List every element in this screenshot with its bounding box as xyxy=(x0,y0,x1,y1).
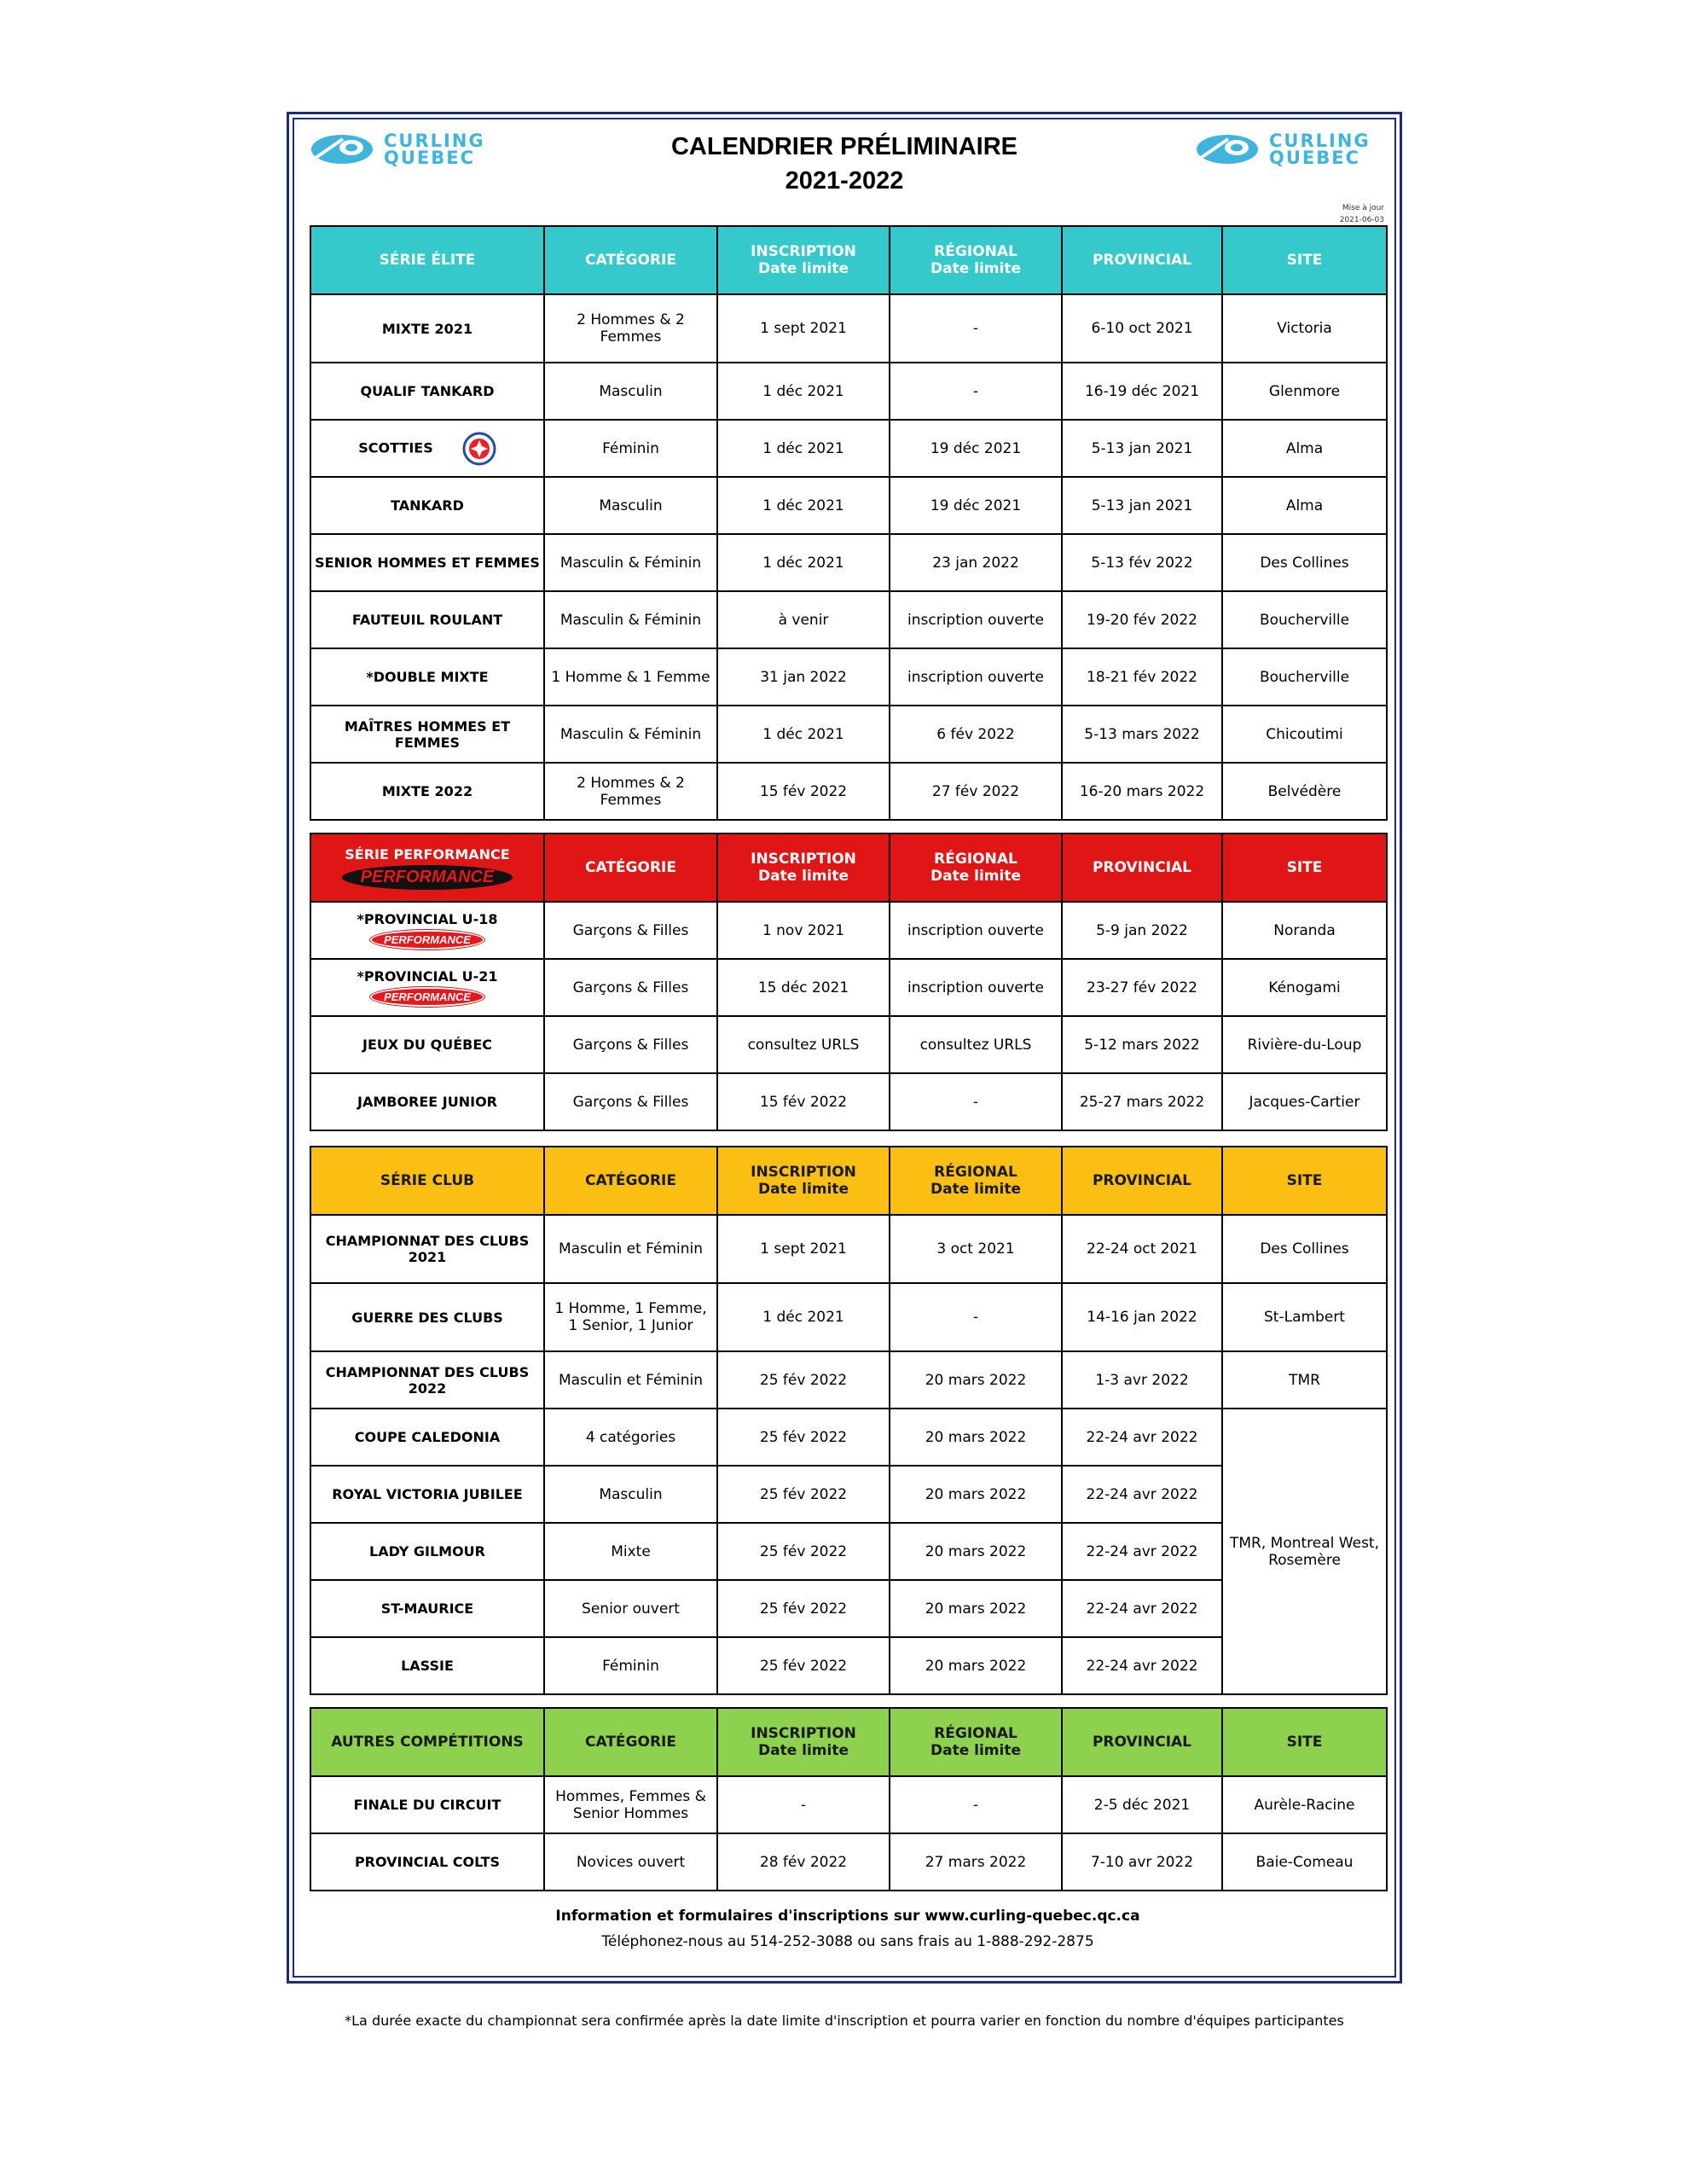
categorie-cell: 2 Hommes & 2 Femmes xyxy=(544,763,717,820)
inscription-cell: 25 fév 2022 xyxy=(717,1580,890,1637)
site-cell: Des Collines xyxy=(1222,1215,1387,1283)
col-categorie: CATÉGORIE xyxy=(544,226,717,294)
page-title: CALENDRIER PRÉLIMINAIRE xyxy=(670,133,1017,160)
provincial-cell: 16-20 mars 2022 xyxy=(1062,763,1222,820)
regional-cell: 19 déc 2021 xyxy=(890,477,1062,534)
regional-cell: 20 mars 2022 xyxy=(890,1580,1062,1637)
site-cell: Des Collines xyxy=(1222,534,1387,591)
col-inscription: INSCRIPTION Date limite xyxy=(717,1147,890,1215)
performance-table xyxy=(310,833,1388,1131)
curling-quebec-logo-right xyxy=(1194,131,1371,168)
event-name: CHAMPIONNAT DES CLUBS 2022 xyxy=(310,1351,544,1409)
regional-cell: 20 mars 2022 xyxy=(890,1351,1062,1409)
logo-text: CURLING QUEBEC xyxy=(384,131,485,168)
event-name: JEUX DU QUÉBEC xyxy=(310,1016,544,1073)
regional-cell: 20 mars 2022 xyxy=(890,1409,1062,1466)
col-regional: RÉGIONAL Date limite xyxy=(890,1147,1062,1215)
event-name: FINALE DU CIRCUIT xyxy=(310,1776,544,1833)
regional-cell: inscription ouverte xyxy=(890,959,1062,1016)
inscription-cell: 15 fév 2022 xyxy=(717,1073,890,1130)
table-row xyxy=(310,420,1387,477)
inscription-cell: 25 fév 2022 xyxy=(717,1351,890,1409)
regional-cell: 6 fév 2022 xyxy=(890,706,1062,763)
regional-cell: inscription ouverte xyxy=(890,591,1062,648)
provincial-cell: 5-13 mars 2022 xyxy=(1062,706,1222,763)
site-cell: Boucherville xyxy=(1222,648,1387,706)
performance-logo: PERFORMANCE xyxy=(342,865,513,890)
inscription-cell: consultez URLS xyxy=(717,1016,890,1073)
autres-header: AUTRES COMPÉTITIONS xyxy=(310,1708,544,1776)
categorie-cell: Garçons & Filles xyxy=(544,959,717,1016)
event-name: *PROVINCIAL U-18 PERFORMANCE xyxy=(310,902,544,959)
event-name: FAUTEUIL ROULANT xyxy=(310,591,544,648)
provincial-cell: 23-27 fév 2022 xyxy=(1062,959,1222,1016)
event-name: GUERRE DES CLUBS xyxy=(310,1283,544,1351)
categorie-cell: Masculin & Féminin xyxy=(544,706,717,763)
table-row xyxy=(310,1351,1387,1409)
col-provincial: PROVINCIAL xyxy=(1062,834,1222,902)
inscription-cell: 28 fév 2022 xyxy=(717,1833,890,1891)
performance-badge: PERFORMANCE xyxy=(370,987,484,1007)
table-row xyxy=(310,763,1387,820)
col-provincial: PROVINCIAL xyxy=(1062,226,1222,294)
site-cell: Chicoutimi xyxy=(1222,706,1387,763)
table-row xyxy=(310,294,1387,363)
table-row xyxy=(310,1283,1387,1351)
performance-header: SÉRIE PERFORMANCE PERFORMANCE xyxy=(310,834,544,902)
categorie-cell: Novices ouvert xyxy=(544,1833,717,1891)
site-cell: Glenmore xyxy=(1222,363,1387,420)
event-name: PROVINCIAL COLTS xyxy=(310,1833,544,1891)
col-provincial: PROVINCIAL xyxy=(1062,1147,1222,1215)
categorie-cell: Masculin xyxy=(544,477,717,534)
col-categorie: CATÉGORIE xyxy=(544,834,717,902)
site-cell: TMR xyxy=(1222,1351,1387,1409)
regional-cell: 23 jan 2022 xyxy=(890,534,1062,591)
scotties-logo-icon xyxy=(462,432,496,466)
inscription-cell: 1 déc 2021 xyxy=(717,706,890,763)
page-subtitle: 2021-2022 xyxy=(785,167,904,195)
inscription-cell: 1 déc 2021 xyxy=(717,477,890,534)
inscription-cell: 1 déc 2021 xyxy=(717,420,890,477)
col-regional: RÉGIONAL Date limite xyxy=(890,834,1062,902)
provincial-cell: 6-10 oct 2021 xyxy=(1062,294,1222,363)
col-inscription: INSCRIPTION Date limite xyxy=(717,1708,890,1776)
site-cell: Victoria xyxy=(1222,294,1387,363)
curling-quebec-logo-left xyxy=(309,131,485,168)
inscription-cell: 15 fév 2022 xyxy=(717,763,890,820)
provincial-cell: 5-13 fév 2022 xyxy=(1062,534,1222,591)
event-name: ST-MAURICE xyxy=(310,1580,544,1637)
event-name: CHAMPIONNAT DES CLUBS 2021 xyxy=(310,1215,544,1283)
regional-cell: 19 déc 2021 xyxy=(890,420,1062,477)
elite-header: SÉRIE ÉLITE xyxy=(310,226,544,294)
regional-cell: 27 mars 2022 xyxy=(890,1833,1062,1891)
categorie-cell: Senior ouvert xyxy=(544,1580,717,1637)
autres-table xyxy=(310,1707,1388,1891)
regional-cell: inscription ouverte xyxy=(890,648,1062,706)
categorie-cell: Masculin xyxy=(544,363,717,420)
autres-header-row xyxy=(310,1708,1387,1776)
categorie-cell: Féminin xyxy=(544,420,717,477)
footer-phone: Téléphonez-nous au 514-252-3088 ou sans frais au 1-888-292-2875 xyxy=(601,1933,1094,1950)
provincial-cell: 5-12 mars 2022 xyxy=(1062,1016,1222,1073)
inscription-cell: 25 fév 2022 xyxy=(717,1523,890,1580)
col-site: SITE xyxy=(1222,1708,1387,1776)
provincial-cell: 5-9 jan 2022 xyxy=(1062,902,1222,959)
inscription-cell: 1 déc 2021 xyxy=(717,1283,890,1351)
provincial-cell: 7-10 avr 2022 xyxy=(1062,1833,1222,1891)
provincial-cell: 19-20 fév 2022 xyxy=(1062,591,1222,648)
categorie-cell: 2 Hommes & 2 Femmes xyxy=(544,294,717,363)
table-row xyxy=(310,1073,1387,1130)
site-cell: Kénogami xyxy=(1222,959,1387,1016)
merged-site-cell: TMR, Montreal West, Rosemère xyxy=(1222,1409,1387,1694)
club-table xyxy=(310,1146,1388,1695)
categorie-cell: Masculin & Féminin xyxy=(544,534,717,591)
table-row xyxy=(310,648,1387,706)
provincial-cell: 5-13 jan 2021 xyxy=(1062,420,1222,477)
regional-cell: consultez URLS xyxy=(890,1016,1062,1073)
table-row xyxy=(310,706,1387,763)
curling-stone-icon xyxy=(309,132,375,166)
provincial-cell: 18-21 fév 2022 xyxy=(1062,648,1222,706)
categorie-cell: Masculin et Féminin xyxy=(544,1351,717,1409)
col-inscription: INSCRIPTION Date limite xyxy=(717,226,890,294)
inscription-cell: - xyxy=(717,1776,890,1833)
categorie-cell: 1 Homme, 1 Femme, 1 Senior, 1 Junior xyxy=(544,1283,717,1351)
regional-cell: 20 mars 2022 xyxy=(890,1637,1062,1694)
provincial-cell: 22-24 avr 2022 xyxy=(1062,1637,1222,1694)
regional-cell: 20 mars 2022 xyxy=(890,1466,1062,1523)
site-cell: Alma xyxy=(1222,477,1387,534)
table-row xyxy=(310,902,1387,959)
table-row xyxy=(310,1016,1387,1073)
table-row xyxy=(310,534,1387,591)
site-cell: Aurèle-Racine xyxy=(1222,1776,1387,1833)
categorie-cell: Masculin xyxy=(544,1466,717,1523)
event-name: SENIOR HOMMES ET FEMMES xyxy=(310,534,544,591)
footer-website: Information et formulaires d'inscriptions sur www.curling-quebec.qc.ca xyxy=(555,1908,1140,1925)
table-row xyxy=(310,959,1387,1016)
regional-cell: inscription ouverte xyxy=(890,902,1062,959)
inscription-cell: 15 déc 2021 xyxy=(717,959,890,1016)
provincial-cell: 22-24 avr 2022 xyxy=(1062,1409,1222,1466)
event-name: ROYAL VICTORIA JUBILEE xyxy=(310,1466,544,1523)
event-name: SCOTTIES xyxy=(310,420,544,477)
club-header: SÉRIE CLUB xyxy=(310,1147,544,1215)
categorie-cell: Garçons & Filles xyxy=(544,1073,717,1130)
provincial-cell: 22-24 avr 2022 xyxy=(1062,1580,1222,1637)
provincial-cell: 5-13 jan 2021 xyxy=(1062,477,1222,534)
event-name: QUALIF TANKARD xyxy=(310,363,544,420)
provincial-cell: 22-24 oct 2021 xyxy=(1062,1215,1222,1283)
regional-cell: - xyxy=(890,1283,1062,1351)
categorie-cell: 1 Homme & 1 Femme xyxy=(544,648,717,706)
site-cell: Noranda xyxy=(1222,902,1387,959)
event-name: MIXTE 2022 xyxy=(310,763,544,820)
col-provincial: PROVINCIAL xyxy=(1062,1708,1222,1776)
categorie-cell: Mixte xyxy=(544,1523,717,1580)
inscription-cell: 1 sept 2021 xyxy=(717,294,890,363)
inscription-cell: 25 fév 2022 xyxy=(717,1637,890,1694)
provincial-cell: 22-24 avr 2022 xyxy=(1062,1466,1222,1523)
event-name: LADY GILMOUR xyxy=(310,1523,544,1580)
event-name: COUPE CALEDONIA xyxy=(310,1409,544,1466)
site-cell: Belvédère xyxy=(1222,763,1387,820)
regional-cell: - xyxy=(890,294,1062,363)
categorie-cell: Garçons & Filles xyxy=(544,1016,717,1073)
categorie-cell: Hommes, Femmes & Senior Hommes xyxy=(544,1776,717,1833)
event-name: LASSIE xyxy=(310,1637,544,1694)
col-categorie: CATÉGORIE xyxy=(544,1147,717,1215)
provincial-cell: 2-5 déc 2021 xyxy=(1062,1776,1222,1833)
inscription-cell: 1 déc 2021 xyxy=(717,363,890,420)
elite-header-row xyxy=(310,226,1387,294)
logo-text: CURLING QUEBEC xyxy=(1269,131,1371,168)
inscription-cell: 1 nov 2021 xyxy=(717,902,890,959)
provincial-cell: 16-19 déc 2021 xyxy=(1062,363,1222,420)
table-row xyxy=(310,1776,1387,1833)
categorie-cell: Garçons & Filles xyxy=(544,902,717,959)
regional-cell: 27 fév 2022 xyxy=(890,763,1062,820)
site-cell: Rivière-du-Loup xyxy=(1222,1016,1387,1073)
categorie-cell: Masculin & Féminin xyxy=(544,591,717,648)
site-cell: Alma xyxy=(1222,420,1387,477)
categorie-cell: 4 catégories xyxy=(544,1409,717,1466)
event-name: MIXTE 2021 xyxy=(310,294,544,363)
regional-cell: 20 mars 2022 xyxy=(890,1523,1062,1580)
table-row xyxy=(310,477,1387,534)
col-categorie: CATÉGORIE xyxy=(544,1708,717,1776)
col-site: SITE xyxy=(1222,834,1387,902)
provincial-cell: 14-16 jan 2022 xyxy=(1062,1283,1222,1351)
site-cell: Boucherville xyxy=(1222,591,1387,648)
inscription-cell: 25 fév 2022 xyxy=(717,1466,890,1523)
event-name: *PROVINCIAL U-21 PERFORMANCE xyxy=(310,959,544,1016)
performance-badge: PERFORMANCE xyxy=(370,930,484,950)
event-name: TANKARD xyxy=(310,477,544,534)
elite-table xyxy=(310,225,1388,821)
update-date: 2021-06-03 xyxy=(1339,216,1384,224)
curling-stone-icon xyxy=(1194,132,1261,166)
provincial-cell: 22-24 avr 2022 xyxy=(1062,1523,1222,1580)
event-name: *DOUBLE MIXTE xyxy=(310,648,544,706)
club-header-row xyxy=(310,1147,1387,1215)
inscription-cell: 1 sept 2021 xyxy=(717,1215,890,1283)
col-site: SITE xyxy=(1222,226,1387,294)
col-inscription: INSCRIPTION Date limite xyxy=(717,834,890,902)
inscription-cell: 25 fév 2022 xyxy=(717,1409,890,1466)
table-row xyxy=(310,591,1387,648)
categorie-cell: Féminin xyxy=(544,1637,717,1694)
site-cell: Jacques-Cartier xyxy=(1222,1073,1387,1130)
regional-cell: 3 oct 2021 xyxy=(890,1215,1062,1283)
categorie-cell: Masculin et Féminin xyxy=(544,1215,717,1283)
regional-cell: - xyxy=(890,1776,1062,1833)
provincial-cell: 1-3 avr 2022 xyxy=(1062,1351,1222,1409)
col-site: SITE xyxy=(1222,1147,1387,1215)
footnote: *La durée exacte du championnat sera confirmée après la date limite d'inscription et pourra varier en fonction du nombre d'équipes participantes xyxy=(345,2013,1344,2029)
table-row xyxy=(310,1833,1387,1891)
provincial-cell: 25-27 mars 2022 xyxy=(1062,1073,1222,1130)
inscription-cell: 31 jan 2022 xyxy=(717,648,890,706)
col-regional: RÉGIONAL Date limite xyxy=(890,1708,1062,1776)
event-name: JAMBOREE JUNIOR xyxy=(310,1073,544,1130)
site-cell: St-Lambert xyxy=(1222,1283,1387,1351)
table-row xyxy=(310,363,1387,420)
regional-cell: - xyxy=(890,1073,1062,1130)
inscription-cell: à venir xyxy=(717,591,890,648)
table-row xyxy=(310,1215,1387,1283)
inscription-cell: 1 déc 2021 xyxy=(717,534,890,591)
update-label: Mise à jour xyxy=(1342,204,1384,212)
site-cell: Baie-Comeau xyxy=(1222,1833,1387,1891)
event-name: MAÎTRES HOMMES ET FEMMES xyxy=(310,706,544,763)
regional-cell: - xyxy=(890,363,1062,420)
performance-header-row xyxy=(310,834,1387,902)
col-regional: RÉGIONAL Date limite xyxy=(890,226,1062,294)
table-row xyxy=(310,1409,1387,1466)
